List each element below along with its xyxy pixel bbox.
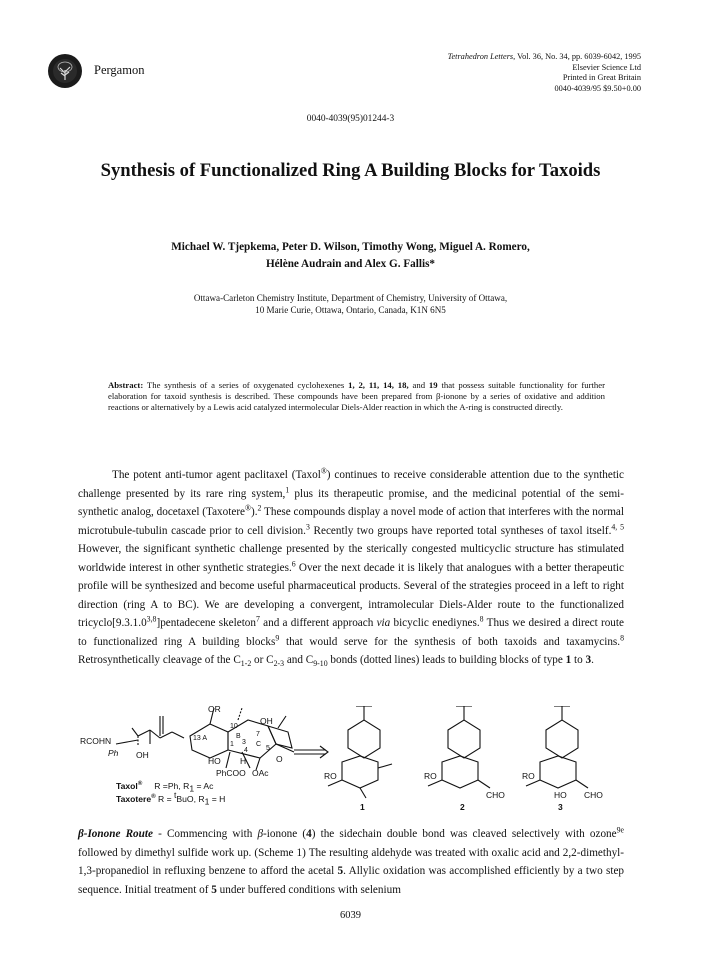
doi: 0040-4039(95)01244-3: [306, 114, 395, 124]
elsevier-tree-logo: [48, 54, 82, 88]
svg-text:OR: OR: [208, 706, 221, 714]
tree-icon: [52, 58, 78, 84]
abstract-label: Abstract:: [108, 380, 144, 390]
publisher-name: Pergamon: [94, 63, 145, 77]
svg-text:4: 4: [244, 747, 248, 754]
svg-text:CHO: CHO: [584, 790, 603, 800]
journal-price: 0040-4039/95 $9.50+0.00: [554, 83, 641, 93]
svg-text:RO: RO: [522, 771, 535, 781]
journal-printed: Printed in Great Britain: [562, 73, 641, 82]
svg-text:RO: RO: [424, 771, 437, 781]
svg-text:OH: OH: [260, 716, 273, 726]
svg-text:13 A: 13 A: [193, 735, 208, 742]
authors-line-1: Michael W. Tjepkema, Peter D. Wilson, Timothy Wong, Miguel A. Romero,: [171, 241, 530, 253]
svg-text:B: B: [236, 733, 241, 740]
svg-text:Ph: Ph: [108, 748, 119, 758]
authors: [0, 239, 701, 273]
paper-title: Synthesis of Functionalized Ring A Building Blocks for Taxoids: [100, 160, 601, 181]
svg-text:C: C: [256, 741, 262, 748]
svg-text:O: O: [276, 754, 283, 764]
svg-text:HO: HO: [208, 756, 221, 766]
taxotere-caption: Taxotere® R = $^t$BuO, $R_1 = H$: [116, 790, 226, 807]
taxol-caption: Taxol® R =Ph, $R_1 = Ac$: [116, 781, 214, 794]
svg-text:RO: RO: [324, 771, 337, 781]
body-paragraph-2: β-Ionone Route - Commencing with β-ionone (4) the sidechain double bond was cleaved selectively with ozone$^{9e}$ followed by dimethyl sulfide work up. (Scheme 1) The resulting aldehyde was treated with oxalic acid and 2,2-dimethyl-1,3-propanediol in refluxing benzene to afford the acetal 5. Allylic oxidation was accomplished efficiently by a two step sequence. Initial treatment of 5 under buffered conditions with selenium: [78, 825, 625, 896]
svg-text:OH: OH: [136, 750, 149, 760]
affiliation-line-1: Ottawa-Carleton Chemistry Institute, Department of Chemistry, University of Ottawa,: [193, 293, 508, 303]
compound-3-structure: [526, 706, 588, 788]
authors-line-2: Hélène Audrain and Alex G. Fallis*: [265, 258, 436, 270]
svg-text:1: 1: [360, 802, 365, 812]
svg-text:5: 5: [266, 745, 270, 752]
journal-info: [448, 52, 641, 94]
svg-text:3: 3: [558, 802, 563, 812]
svg-text:OAc: OAc: [252, 768, 269, 778]
svg-text:2: 2: [460, 802, 465, 812]
svg-text:H: H: [240, 756, 247, 766]
svg-text:3: 3: [242, 739, 246, 746]
journal-publisher: Elsevier Science Ltd: [572, 62, 641, 72]
abstract: Abstract: The synthesis of a series of oxygenated cyclohexenes 1, 2, 11, 14, 18, and 19 that possess suitable functionality for further elaboration for taxoid synthesis is described. These compounds have been prepared from β-ionone by a series of oxidative and addition reactions or alternatively by a Lewis acid catalyzed intermolecular Diels-Alder reaction in which the A-ring is constructed directly.: [108, 380, 606, 412]
svg-text:7: 7: [256, 731, 260, 738]
affiliation-line-2: 10 Marie Curie, Ottawa, Ontario, Canada, K1N 6N5: [255, 304, 446, 315]
compound-1-structure: [328, 706, 392, 798]
svg-text:HO: HO: [554, 790, 567, 800]
svg-text:10: 10: [230, 723, 238, 730]
svg-text:RCOHN: RCOHN: [80, 736, 112, 746]
body-paragraph-1: The potent anti-tumor agent paclitaxel (Taxol®) continues to receive considerable attention due to the synthetic challenge presented by its rare ring system,$^1$ plus its therapeutic promise, and the medicinal potential of the semi-synthetic analog, docetaxel (Taxotere®).$^2$ These compounds display a novel mode of action that interferes with the normal microtubule-tubulin cascade prior to cell division.$^3$ Recently two groups have reported total syntheses of taxol itself.$^{4, 5}$ However, the significant synthetic challenge presented by the sterically congested multicyclic structure has stimulated worldwide interest in other synthetic strategies.$^6$ Over the next decade it is likely that analogues with a better therapeutic profile will be synthesized and become useful pharmaceutical products. Several of the strategies proceed in a left to right direction (ring A to BC). We are developing a convergent, intramolecular Diels-Alder route to the functionalized tricyclo[9.3.1.0$^{3,8}$]pentadecene skeleton$^7$ and a different approach via bicyclic enediynes.$^8$ Thus we desired a direct route to functionalized ring A building blocks$^9$ that would serve for the synthesis of both taxoids and taxamycins.$^8$ Retrosynthetically cleavage of the $C_{1-2}$ or $C_{2-3}$ and $C_{9-10}$ bonds (dotted lines) leads to building blocks of type 1 to 3.: [78, 466, 625, 669]
svg-text:1: 1: [230, 741, 234, 748]
section-lead: β-Ionone Route: [78, 828, 153, 840]
affiliation: [0, 293, 701, 316]
journal-citation: Tetrahedron Letters, Vol. 36, No. 34, pp. 6039-6042, 1995: [447, 52, 641, 61]
svg-text:PhCOO: PhCOO: [216, 768, 246, 778]
svg-text:CHO: CHO: [486, 790, 505, 800]
page-number: 6039: [340, 910, 361, 921]
taxol-structure: [116, 708, 328, 770]
compound-2-structure: [428, 706, 490, 788]
